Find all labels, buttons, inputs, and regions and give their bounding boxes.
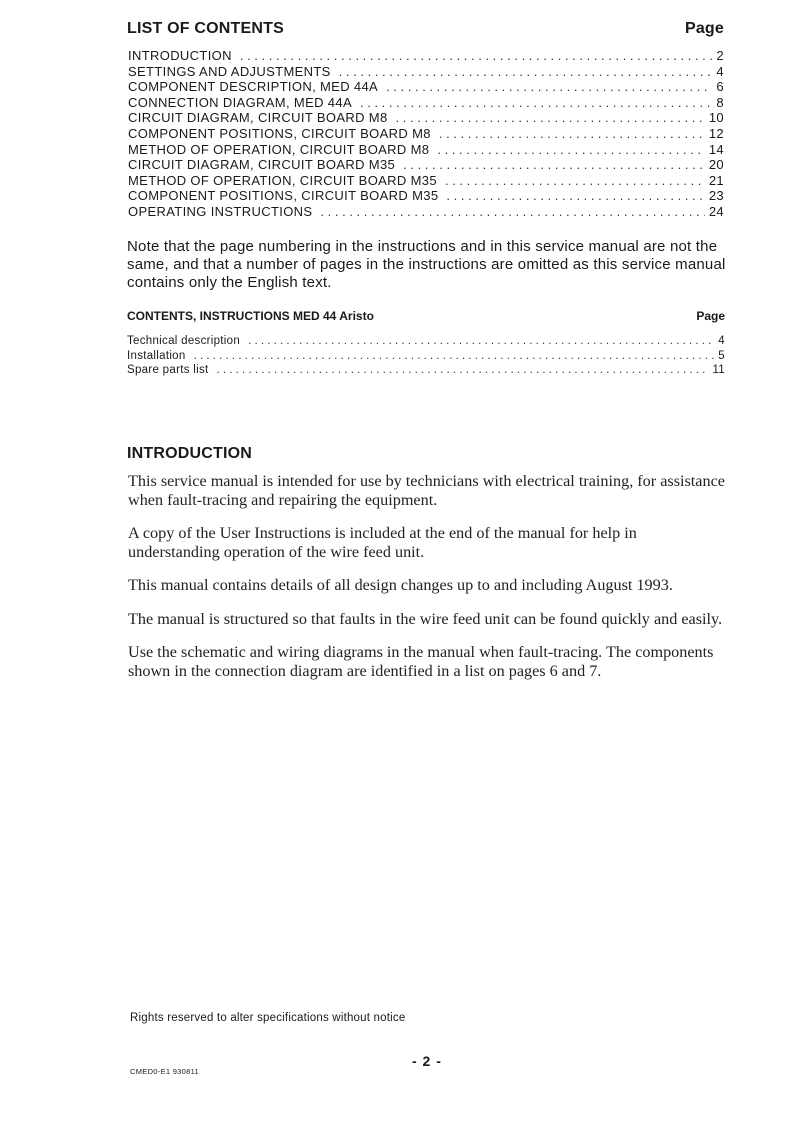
toc-entry-label: CONNECTION DIAGRAM, MED 44A (128, 94, 352, 110)
instructions-contents-title: CONTENTS, INSTRUCTIONS MED 44 Aristo (127, 309, 374, 323)
dot-leader (445, 173, 705, 189)
dot-leader (360, 95, 712, 111)
toc-header (127, 20, 724, 38)
toc-entry-component-description[interactable] (128, 79, 724, 95)
introduction-paragraph: This service manual is intended for use by technicians with electrical training, for assistance when fault-tracing and repairing the equipment. (128, 472, 725, 509)
toc-entry-method-of-operation-m8[interactable] (128, 142, 724, 158)
toc-entry-label: METHOD OF OPERATION, CIRCUIT BOARD M35 (128, 172, 437, 188)
introduction-paragraph: A copy of the User Instructions is included at the end of the manual for help in understanding operation of the wire feed unit. (128, 524, 637, 561)
toc-entry-label: OPERATING INSTRUCTIONS (128, 203, 313, 219)
toc-entry-page: 12 (708, 125, 724, 141)
table-of-contents (128, 48, 724, 220)
dot-leader (386, 79, 712, 95)
toc-entry-label: CIRCUIT DIAGRAM, CIRCUIT BOARD M35 (128, 157, 396, 173)
document-id: CMED0-E1 930811 (130, 1067, 199, 1076)
toc-entry-page: 24 (708, 203, 724, 219)
dot-leader (217, 363, 709, 378)
toc-entry-page: 20 (708, 157, 724, 173)
toc-entry-label: CIRCUIT DIAGRAM, CIRCUIT BOARD M8 (128, 110, 388, 126)
toc-entry-label: SETTINGS AND ADJUSTMENTS (128, 63, 331, 79)
dot-leader (240, 48, 713, 64)
instructions-entry-label: Technical description (127, 335, 241, 347)
toc-entry-label: COMPONENT POSITIONS, CIRCUIT BOARD M35 (128, 188, 439, 204)
dot-leader (403, 157, 705, 173)
dot-leader (339, 64, 713, 80)
introduction-body (128, 472, 728, 695)
instructions-entry-label: Installation (127, 349, 186, 362)
toc-entry-page: 2 (716, 48, 724, 63)
dot-leader (248, 334, 714, 349)
dot-leader (320, 204, 704, 220)
instructions-entry-installation[interactable] (127, 349, 725, 364)
instructions-entry-page: 11 (712, 364, 725, 376)
rights-notice: Rights reserved to alter specifications without notice (130, 1012, 406, 1024)
toc-entry-page: 10 (708, 110, 724, 126)
dot-leader (439, 126, 705, 142)
page-number: - 2 - (412, 1053, 442, 1069)
toc-title: LIST OF CONTENTS (127, 20, 284, 37)
instructions-entry-page: 4 (718, 335, 725, 347)
instructions-entry-page: 5 (718, 349, 725, 362)
toc-entry-label: INTRODUCTION (128, 48, 232, 63)
toc-entry-circuit-diagram-m35[interactable] (128, 157, 724, 173)
toc-entry-label: COMPONENT DESCRIPTION, MED 44A (128, 79, 379, 95)
toc-entry-connection-diagram[interactable] (128, 95, 724, 111)
instructions-entry-label: Spare parts list (127, 364, 209, 376)
toc-entry-operating-instructions[interactable] (128, 204, 724, 220)
toc-entry-method-of-operation-m35[interactable] (128, 173, 724, 189)
toc-entry-page: 6 (716, 79, 724, 95)
toc-entry-label: COMPONENT POSITIONS, CIRCUIT BOARD M8 (128, 125, 431, 141)
introduction-paragraph: The manual is structured so that faults in the wire feed unit can be found quickly and easily. (128, 609, 723, 628)
toc-entry-page: 21 (708, 172, 724, 188)
toc-entry-label: METHOD OF OPERATION, CIRCUIT BOARD M8 (128, 141, 430, 157)
instructions-contents-header (127, 309, 725, 323)
instructions-contents-list (127, 334, 725, 378)
toc-entry-circuit-diagram-m8[interactable] (128, 110, 724, 126)
toc-entry-component-positions-m8[interactable] (128, 126, 724, 142)
page-numbering-note: Note that the page numbering in the instructions and in this service manual are not the same, and that a number of pages in the instructions are omitted as this service manual contains only the English text. (127, 238, 726, 291)
introduction-heading: INTRODUCTION (127, 445, 253, 462)
dot-leader (446, 188, 704, 204)
toc-entry-page: 23 (708, 188, 724, 204)
toc-entry-page: 8 (716, 94, 724, 110)
dot-leader (194, 349, 715, 364)
toc-entry-introduction[interactable] (128, 48, 724, 64)
toc-entry-settings[interactable] (128, 64, 724, 80)
toc-entry-component-positions-m35[interactable] (128, 188, 724, 204)
instructions-contents-page-label: Page (696, 309, 725, 323)
instructions-entry-spare-parts-list[interactable] (127, 363, 725, 378)
toc-page-label: Page (684, 20, 724, 37)
dot-leader (396, 110, 705, 126)
toc-entry-page: 4 (716, 63, 724, 79)
introduction-paragraph: This manual contains details of all design changes up to and including August 1993. (128, 576, 673, 594)
instructions-entry-technical-description[interactable] (127, 334, 725, 349)
toc-entry-page: 14 (708, 141, 724, 157)
introduction-paragraph: Use the schematic and wiring diagrams in the manual when fault-tracing. The components shown in the connection diagram are identified in a list on pages 6 and 7. (128, 643, 714, 680)
dot-leader (437, 142, 704, 158)
